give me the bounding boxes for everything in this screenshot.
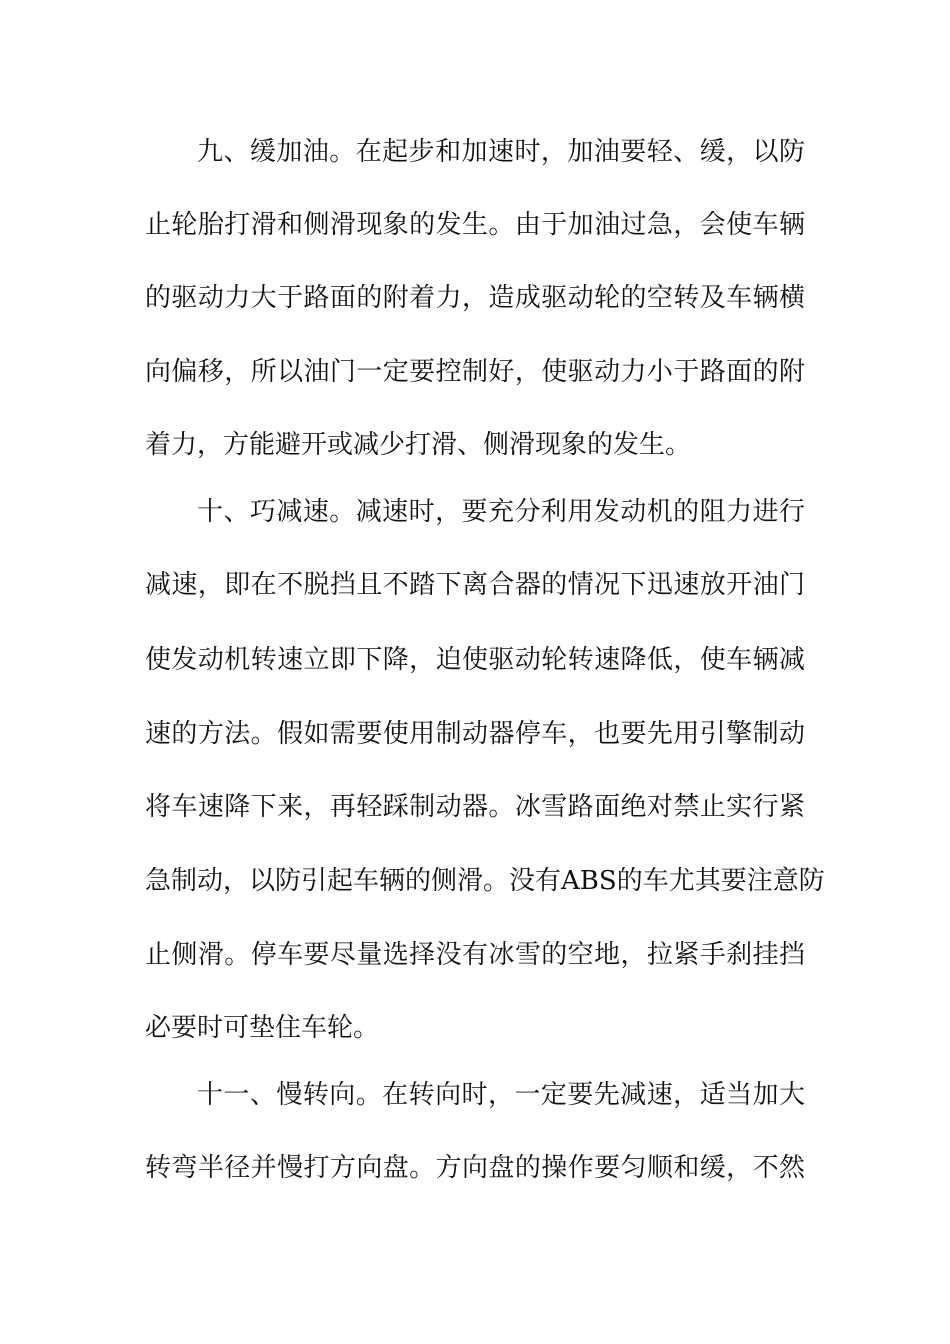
paragraph-11-line-1: 十一、慢转向。在转向时，一定要先减速，适当加大 bbox=[197, 1080, 805, 1110]
paragraph-9-line-4: 向偏移，所以油门一定要控制好，使驱动力小于路面的附 bbox=[145, 357, 805, 387]
paragraph-10-line-7: 止侧滑。停车要尽量选择没有冰雪的空地，拉紧手刹挂挡 bbox=[145, 940, 805, 970]
paragraph-9-line-3: 的驱动力大于路面的附着力，造成驱动轮的空转及车辆横 bbox=[145, 283, 805, 313]
paragraph-9-line-2: 止轮胎打滑和侧滑现象的发生。由于加油过急，会使车辆 bbox=[145, 210, 805, 240]
paragraph-10-line-4: 速的方法。假如需要使用制动器停车，也要先用引擎制动 bbox=[145, 719, 805, 749]
paragraph-10-line-3: 使发动机转速立即下降，迫使驱动轮转速降低，使车辆减 bbox=[145, 645, 805, 675]
paragraph-10-line-8: 必要时可垫住车轮。 bbox=[145, 1013, 380, 1043]
paragraph-9-line-5: 着力，方能避开或减少打滑、侧滑现象的发生。 bbox=[145, 430, 692, 460]
paragraph-10-line-2: 减速，即在不脱挡且不踏下离合器的情况下迅速放开油门 bbox=[145, 570, 805, 600]
paragraph-10-line-5: 将车速降下来，再轻踩制动器。冰雪路面绝对禁止实行紧 bbox=[145, 792, 805, 822]
paragraph-10-line-1: 十、巧减速。减速时，要充分利用发动机的阻力进行 bbox=[197, 497, 805, 527]
paragraph-10-line-6: 急制动，以防引起车辆的侧滑。没有ABS的车尤其要注意防 bbox=[145, 866, 825, 896]
paragraph-11-line-2: 转弯半径并慢打方向盘。方向盘的操作要匀顺和缓，不然 bbox=[145, 1153, 805, 1183]
paragraph-9-line-1: 九、缓加油。在起步和加速时，加油要轻、缓，以防 bbox=[197, 137, 805, 167]
